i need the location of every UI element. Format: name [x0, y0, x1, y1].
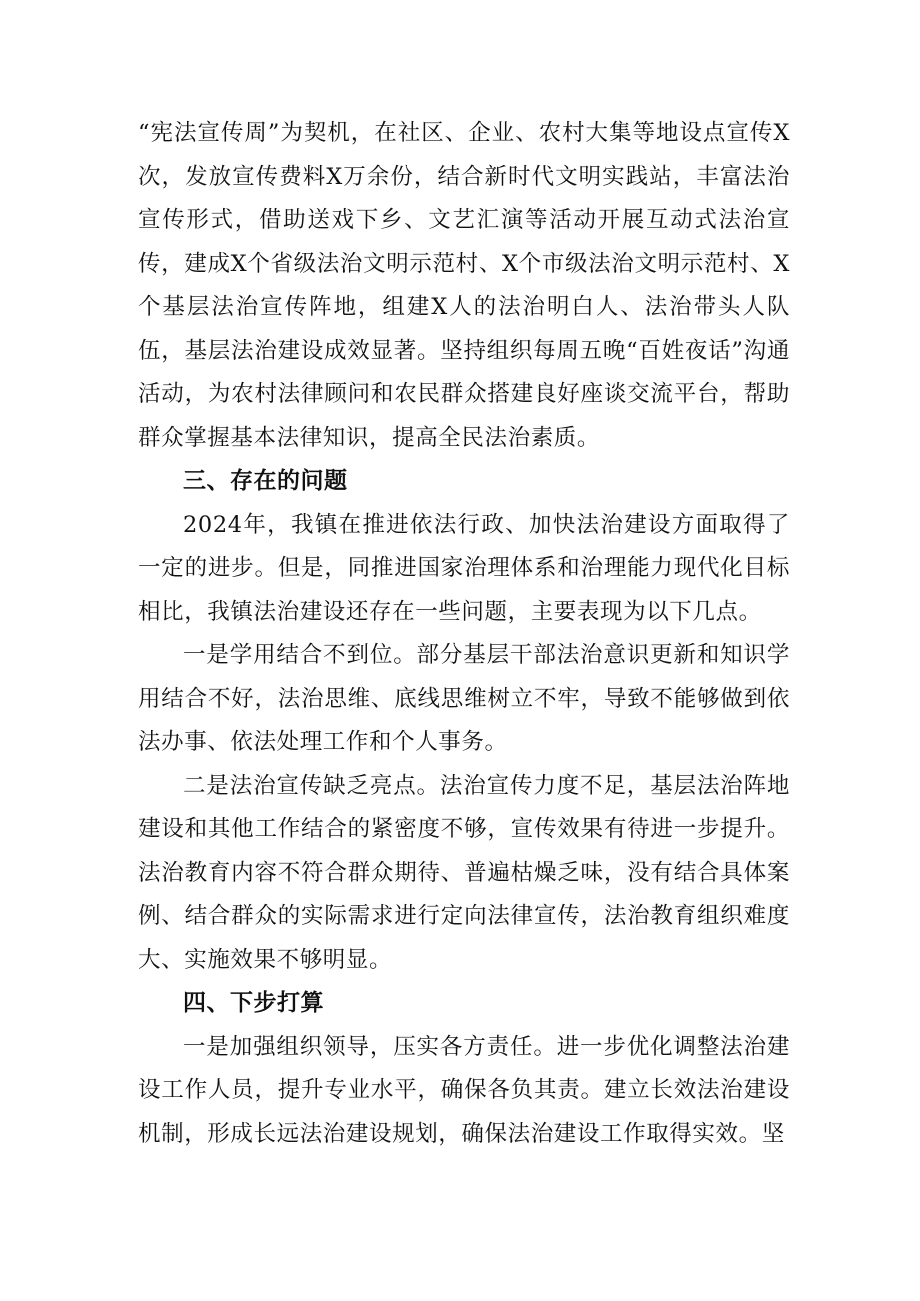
document-body: [138, 112, 790, 1156]
paragraph-problems-intro: 2024年，我镇在推进依法行政、加快法治建设方面取得了一定的进步。但是，同推进国家治理体系和治理能力现代化目标相比，我镇法治建设还存在一些问题，主要表现为以下几点。: [138, 511, 790, 625]
section-heading-next-steps: 四、下步打算: [183, 990, 324, 1016]
section-heading-existing-problems: 三、存在的问题: [183, 468, 348, 494]
paragraph-next-step-one: 一是加强组织领导，压实各方责任。进一步优化调整法治建设工作人员，提升专业水平，确保各负其责。建立长效法治建设机制，形成长远法治建设规划，确保法治建设工作取得实效。坚: [138, 1033, 790, 1147]
paragraph-problem-one: 一是学用结合不到位。部分基层干部法治意识更新和知识学用结合不好，法治思维、底线思维树立不牢，导致不能够做到依法办事、依法处理工作和个人事务。: [138, 642, 790, 755]
paragraph-problem-two: 二是法治宣传缺乏亮点。法治宣传力度不足，基层法治阵地建设和其他工作结合的紧密度不够，宣传效果有待进一步提升。法治教育内容不符合群众期待、普遍枯燥乏味，没有结合具体案例、结合群众的实际需求进行定向法律宣传，法治教育组织难度大、实施效果不够明显。: [138, 772, 790, 973]
paragraph-legal-publicity-continued: “宪法宣传周”为契机，在社区、企业、农村大集等地设点宣传X次，发放宣传费料X万余份，结合新时代文明实践站，丰富法治宣传形式，借助送戏下乡、文艺汇演等活动开展互动式法治宣传，建成X个省级法治文明示范村、X个市级法治文明示范村、X个基层法治宣传阵地，组建X人的法治明白人、法治带头人队伍，基层法治建设成效显著。坚持组织每周五晚“百姓夜话”沟通活动，为农村法律顾问和农民群众搭建良好座谈交流平台，帮助群众掌握基本法律知识，提高全民法治素质。: [138, 120, 790, 451]
